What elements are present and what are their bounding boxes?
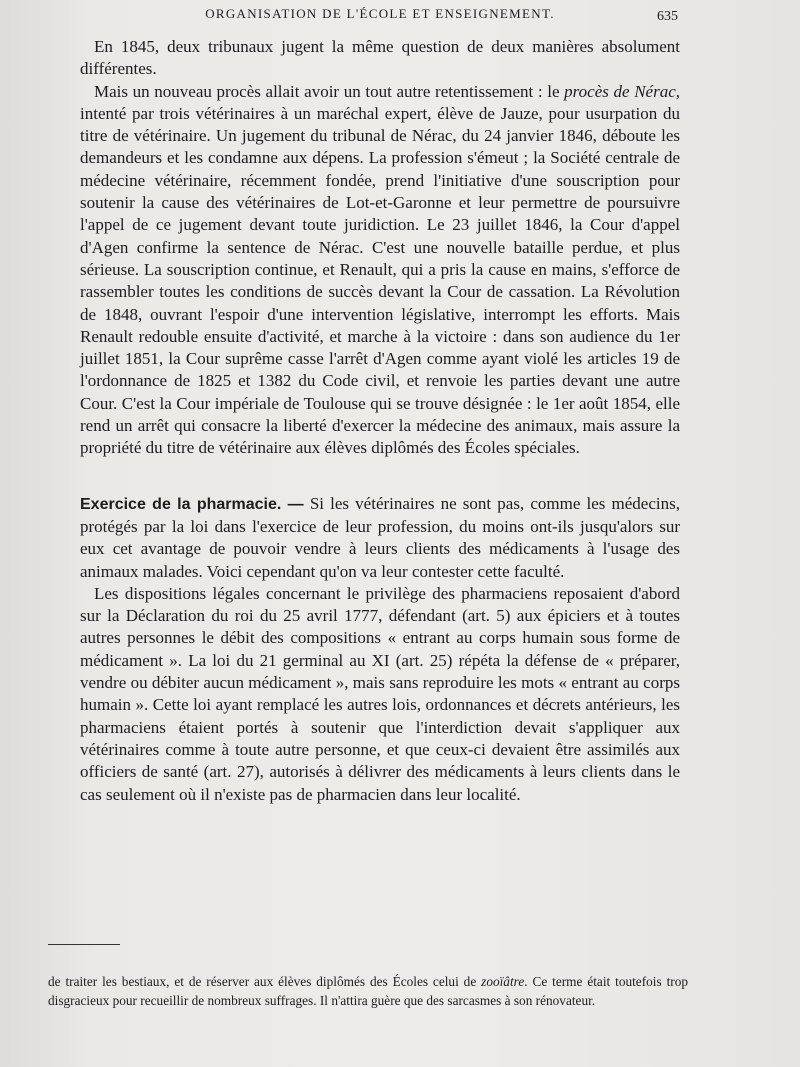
page-number: 635 — [657, 9, 678, 24]
paragraph-1: En 1845, deux tribunaux jugent la même question de deux manières absolument différentes. — [80, 37, 680, 79]
paragraph-4: Les dispositions légales concernant le privilège des pharmaciens reposaient d'abord sur la Déclaration du roi du 25 avril 1777, défendant (art. 5) aux épiciers et à toutes autres personnes le débit des compositions « entrant au corps humain sous forme de médicament ». La loi du 21 germinal au XI (art. 25) répéta la défense de « préparer, vendre ou débiter aucun médicament », mais sans reproduire les mots « entrant au corps humain ». Cette loi ayant remplacé les autres lois, ordonnances et décrets antérieurs, les pharmaciens étaient portés à soutenir que l'interdiction devait s'appliquer aux vétérinaires comme à toute autre personne, et que ceux-ci devaient être assimilés aux officiers de santé (art. 27), autorisés à délivrer des médicaments à leurs clients dans le cas seulement où il n'existe pas de pharmacien dans leur localité. — [80, 583, 680, 804]
section-title: Exercice de la pharmacie. — — [80, 495, 304, 513]
section-spacer — [80, 460, 680, 493]
main-text — [80, 36, 680, 806]
footnote-divider — [48, 944, 120, 945]
running-title: ORGANISATION DE L'ÉCOLE ET ENSEIGNEMENT. — [205, 6, 555, 21]
footnote — [48, 972, 688, 1010]
paragraph-2 — [80, 81, 680, 460]
paragraph-3-text: Si les vétérinaires ne sont pas, comme les médecins, protégés par la loi dans l'exercice de leur profession, du moins ont-ils jusqu'alors sur eux cet avantage de pouvoir vendre à leurs clients des médicaments à l'usage des animaux malades. Voici cependant qu'on va leur contester cette faculté. — [80, 493, 680, 581]
paragraph-2-text-b: intenté par trois vétérinaires à un maréchal expert, élève de Jauze, pour usurpation du titre de vétérinaire. Un jugement du tribunal de Nérac, du 24 janvier 1846, déboute les demandeurs et les condamne aux dépens. La profession s'émeut ; la Société centrale de médecine vétérinaire, récemment fondée, prend l'initiative d'une souscription pour soutenir la cause des vétérinaires de Lot-et-Garonne et leur permettre de poursuivre l'appel de ce jugement devant toute juridiction. Le 23 juillet 1846, la Cour d'appel d'Agen confirme la sentence de Nérac. C'est une nouvelle bataille perdue, et plus sérieuse. La souscription continue, et Renault, qui a pris la cause en mains, s'efforce de rassembler toutes les conditions de succès devant la Cour de cassation. La Révolution de 1848, ouvrant l'espoir d'une intervention législative, interrompt les efforts. Mais Renault redouble ensuite d'activité, et marche à la victoire : dans son audience du 1er juillet 1851, la Cour suprême casse l'arrêt d'Agen comme ayant violé les articles 19 de l'ordonnance de 1825 et 1382 du Code civil, et renvoie les parties devant une autre Cour. C'est la Cour impériale de Toulouse qui se trouve désignée : le 1er août 1854, elle rend un arrêt qui consacre la liberté d'exercer la médecine des animaux, mais assure la propriété du titre de vétérinaire aux élèves diplômés des Écoles spéciales. — [80, 103, 680, 458]
paragraph-2-italic: procès de Nérac, — [564, 81, 680, 101]
paragraph-3 — [80, 493, 680, 583]
footnote-text-b: . Ce terme était toutefois trop disgracieux pour recueillir de nombreux suffrages. Il n'attira guère que des sarcasmes à son rénovateur. — [48, 974, 688, 1008]
footnote-text-a: de traiter les bestiaux, et de réserver aux élèves diplômés des Écoles celui de — [48, 974, 482, 989]
footnote-italic: zooïâtre — [481, 974, 525, 989]
paragraph-2-text-a: Mais un nouveau procès allait avoir un tout autre retentissement : le — [94, 81, 565, 101]
